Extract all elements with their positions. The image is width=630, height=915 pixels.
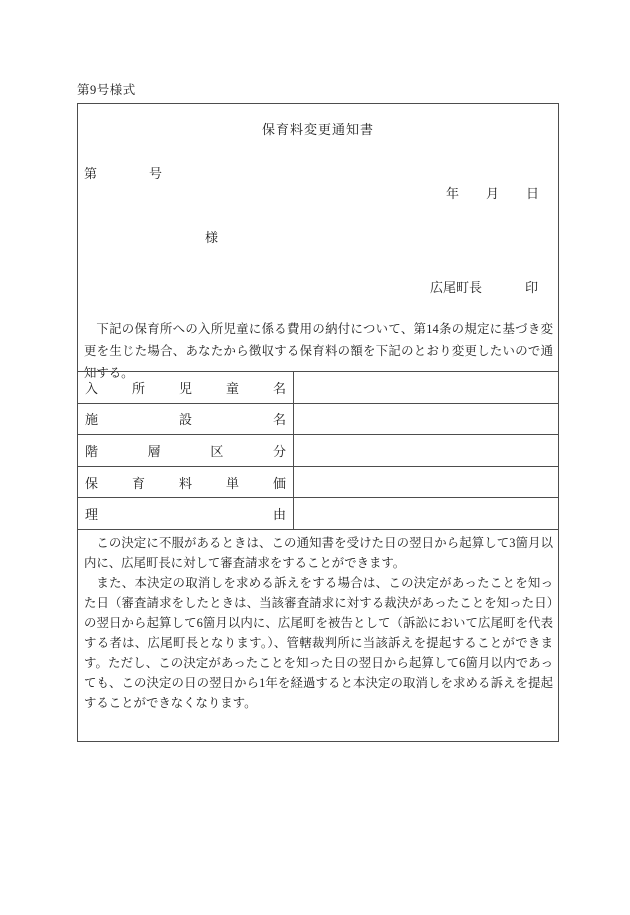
doc-number-line	[84, 163, 162, 182]
row-value-reason	[294, 498, 558, 529]
row-label-tier-category: 階 層 区 分	[78, 435, 294, 466]
doc-number-suffix: 号	[149, 166, 163, 181]
notice-body-paragraph: 下記の保育所への入所児童に係る費用の納付について、第14条の規定に基づき変更を生じた場合、あなたから徴収する保育料の額を下記のとおり変更したいので通知する。	[84, 322, 553, 380]
row-label-facility-name: 施 設 名	[78, 404, 294, 435]
row-value-fee-unit-price	[294, 467, 558, 498]
row-label-reason: 理 由	[78, 498, 294, 529]
note-paragraph-appeal: この決定に不服があるときは、この通知書を受けた日の翌日から起算して3箇月以内に、広尾町長に対して審査請求をすることができます。	[84, 536, 553, 570]
seal-placeholder: 印	[524, 280, 538, 295]
row-value-facility-name	[294, 404, 558, 435]
row-value-tier-category	[294, 435, 558, 466]
date-month-label: 月	[485, 186, 499, 201]
table-row	[78, 498, 558, 529]
appeal-notes	[84, 533, 553, 713]
date-day-label: 日	[525, 186, 539, 201]
row-label-child-name: 入 所 児 童 名	[78, 372, 294, 403]
table-row	[78, 467, 558, 499]
row-label-fee-unit-price: 保 育 料 単 価	[78, 467, 294, 498]
doc-number-prefix: 第	[84, 166, 98, 181]
table-row	[78, 372, 558, 404]
notice-box	[77, 103, 559, 742]
form-number-label: 第9号様式	[77, 83, 136, 97]
addressee-honorific: 様	[205, 230, 219, 245]
fee-table	[78, 371, 558, 530]
table-row	[78, 404, 558, 436]
table-row	[78, 435, 558, 467]
issuer-line	[430, 277, 538, 296]
document-title: 保育料変更通知書	[261, 122, 374, 137]
date-line	[446, 183, 539, 202]
row-value-child-name	[294, 372, 558, 403]
note-paragraph-lawsuit: また、本決定の取消しを求める訴えをする場合は、この決定があったことを知った日（審査請求をしたときは、当該審査請求に対する裁決があったことを知った日）の翌日から起算して6箇月以内に、広尾町を被告として（訴訟において広尾町を代表する者は、広尾町長となります。）、管轄裁判所に当該訴えを提起することができます。ただし、この決定があったことを知った日の翌日から起算して6箇月以内であっても、この決定の日の翌日から1年を経過すると本決定の取消しを求める訴えを提起することができなくなります。	[84, 576, 553, 710]
issuer-name: 広尾町長	[429, 280, 482, 295]
date-year-label: 年	[445, 186, 459, 201]
